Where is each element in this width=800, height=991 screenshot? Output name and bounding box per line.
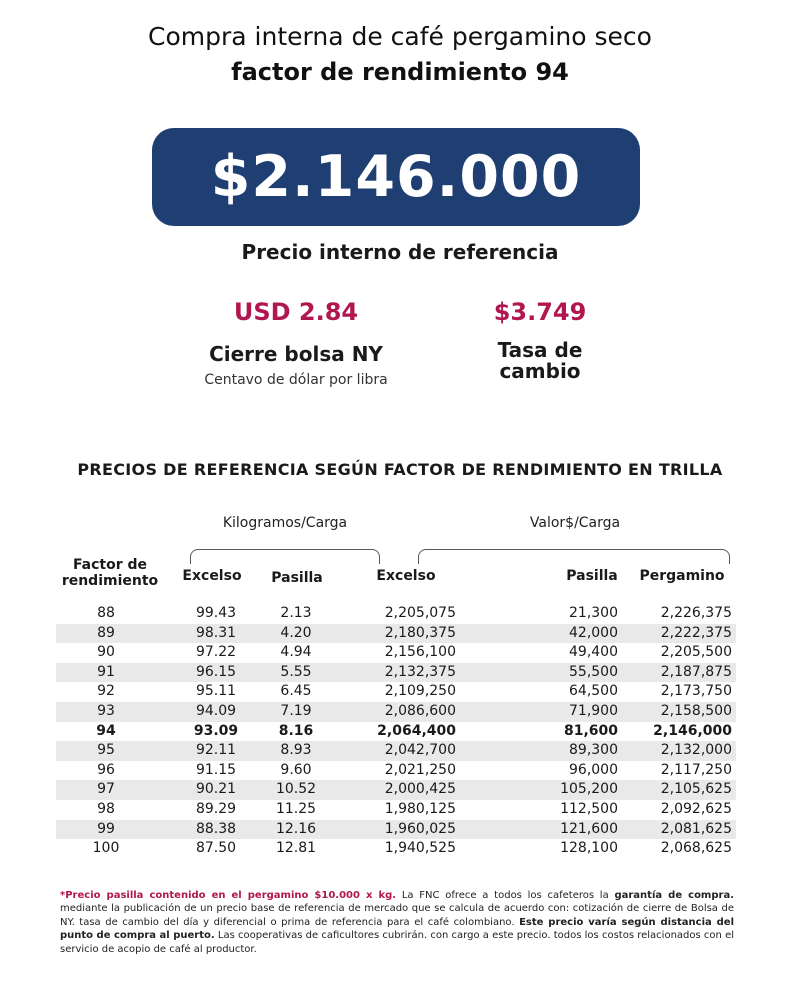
cell-pasilla-valor: 71,900 <box>569 703 618 719</box>
cell-excelso-valor: 1,980,125 <box>384 801 456 817</box>
cell-pasilla-valor: 96,000 <box>569 761 618 778</box>
group-label-kg: Kilogramos/Carga <box>222 515 348 531</box>
table-row <box>56 839 736 859</box>
cell-pergamino: 2,173,750 <box>660 683 732 700</box>
cell-pergamino: 2,105,625 <box>660 781 732 798</box>
cell-excelso-kg: 98.31 <box>195 624 237 641</box>
table-row <box>56 780 736 800</box>
group-bracket-valor <box>418 549 730 564</box>
cell-pergamino: 2,068,625 <box>660 840 732 857</box>
cell-pergamino: 2,117,250 <box>660 761 732 778</box>
group-bracket-kg <box>190 549 380 564</box>
cell-pasilla-kg: 6.45 <box>280 683 312 700</box>
bolsa-sublabel: Centavo de dólar por libra <box>204 372 388 388</box>
cell-excelso-valor: 2,042,700 <box>384 742 456 759</box>
col-header-excelso-kg: Excelso <box>182 568 242 584</box>
cell-excelso-valor: 1,940,525 <box>384 840 456 857</box>
cell-factor: 100 <box>92 840 120 857</box>
exchange-rate-label-line2: cambio <box>499 359 581 383</box>
exchange-rate-label-line1: Tasa de <box>497 338 583 362</box>
reference-price-badge: $2.146.000 <box>152 128 640 226</box>
table-row <box>56 761 736 781</box>
cell-excelso-valor: 2,156,100 <box>384 644 456 661</box>
bolsa-value: USD 2.84 <box>233 298 359 326</box>
table-row <box>56 604 736 624</box>
footnote-distance-note: Este precio varía según distancia del punto de compra al puerto. <box>60 916 734 942</box>
cell-factor: 91 <box>97 663 115 680</box>
cell-excelso-kg: 96.15 <box>195 663 237 680</box>
cell-pasilla-kg: 4.20 <box>280 624 312 641</box>
cell-pasilla-valor: 121,600 <box>560 820 618 837</box>
cell-pasilla-valor: 42,000 <box>569 624 618 641</box>
col-header-pergamino: Pergamino <box>639 568 725 584</box>
cell-excelso-kg: 92.11 <box>195 742 237 759</box>
cell-pasilla-valor: 49,400 <box>569 644 618 661</box>
footnote-pasilla-note: *Precio pasilla contenido en el pergamino $10.000 x kg. <box>60 890 397 901</box>
cell-pasilla-valor: 55,500 <box>569 663 618 680</box>
table-row <box>56 800 736 820</box>
cell-pergamino: 2,092,625 <box>660 801 732 817</box>
footnote-text-2: mediante la publicación de un precio base de referencia de mercado que se calcula de acuerdo con: cotización de cierre de Bolsa de NY. tasa de cambio del día y diferencial o prima de referencia para el café colombiano. <box>60 903 734 928</box>
bolsa-label: Cierre bolsa NY <box>209 342 383 366</box>
col-header-factor <box>56 557 164 589</box>
footnote <box>60 889 734 956</box>
cell-excelso-kg: 93.09 <box>193 722 239 739</box>
cell-excelso-valor: 2,109,250 <box>384 683 456 700</box>
cell-factor: 99 <box>97 820 115 837</box>
cell-pasilla-kg: 4.94 <box>280 644 312 661</box>
cell-pasilla-kg: 8.16 <box>278 722 314 739</box>
col-header-pasilla-valor: Pasilla <box>566 568 618 584</box>
cell-excelso-valor: 1,960,025 <box>384 820 456 837</box>
cell-pasilla-kg: 11.25 <box>275 801 317 817</box>
cell-pasilla-kg: 8.93 <box>280 742 312 759</box>
table-row <box>56 682 736 702</box>
cell-excelso-valor: 2,180,375 <box>384 624 456 641</box>
table-row <box>56 702 736 722</box>
cell-excelso-kg: 87.50 <box>195 840 237 857</box>
cell-excelso-kg: 89.29 <box>195 801 237 817</box>
cell-excelso-valor: 2,132,375 <box>384 663 456 680</box>
table-row <box>56 820 736 840</box>
cell-pergamino: 2,187,875 <box>660 663 732 680</box>
page-subtitle: factor de rendimiento 94 <box>231 58 569 86</box>
cell-excelso-valor: 2,000,425 <box>384 781 456 798</box>
cell-excelso-kg: 97.22 <box>195 644 237 661</box>
cell-pasilla-valor: 105,200 <box>560 781 618 798</box>
exchange-rate-value: $3.749 <box>493 298 587 326</box>
cell-factor: 88 <box>97 605 115 621</box>
cell-pasilla-kg: 5.55 <box>280 663 312 680</box>
table-row <box>56 722 736 742</box>
cell-factor: 94 <box>96 722 116 739</box>
cell-pasilla-kg: 2.13 <box>280 605 312 621</box>
cell-factor: 96 <box>97 761 115 778</box>
cell-pergamino: 2,226,375 <box>660 605 732 621</box>
cell-excelso-valor: 2,205,075 <box>384 605 456 621</box>
cell-pergamino: 2,205,500 <box>660 644 732 661</box>
col-header-factor-line2: rendimiento <box>61 573 159 589</box>
cell-pasilla-valor: 21,300 <box>569 605 618 621</box>
cell-pasilla-kg: 7.19 <box>280 703 312 719</box>
table-row <box>56 643 736 663</box>
footnote-text-3: Las cooperativas de caficultores cubrirán. con cargo a este precio. todos los costos relacionados con el servicio de acopio de café al productor. <box>60 930 734 955</box>
group-label-valor: Valor$/Carga <box>529 515 621 531</box>
cell-factor: 93 <box>97 703 115 719</box>
cell-pasilla-valor: 89,300 <box>569 742 618 759</box>
section-title: PRECIOS DE REFERENCIA SEGÚN FACTOR DE RENDIMIENTO EN TRILLA <box>77 460 723 479</box>
col-header-pasilla-kg: Pasilla <box>271 570 323 586</box>
cell-pergamino: 2,158,500 <box>660 703 732 719</box>
cell-factor: 89 <box>97 624 115 641</box>
table-row <box>56 741 736 761</box>
cell-excelso-kg: 91.15 <box>195 761 237 778</box>
cell-pasilla-kg: 12.81 <box>275 840 317 857</box>
cell-factor: 95 <box>97 742 115 759</box>
cell-excelso-valor: 2,086,600 <box>384 703 456 719</box>
footnote-guarantee: garantía de compra. <box>614 890 734 901</box>
cell-pasilla-kg: 10.52 <box>275 781 317 798</box>
cell-factor: 97 <box>97 781 115 798</box>
cell-pergamino: 2,081,625 <box>660 820 732 837</box>
reference-price-label: Precio interno de referencia <box>241 240 559 264</box>
cell-excelso-valor: 2,021,250 <box>384 761 456 778</box>
exchange-rate-label <box>440 340 640 382</box>
cell-pasilla-kg: 12.16 <box>275 820 317 837</box>
cell-pergamino: 2,132,000 <box>660 742 732 759</box>
cell-factor: 90 <box>97 644 115 661</box>
cell-pasilla-kg: 9.60 <box>280 761 312 778</box>
col-header-excelso-valor: Excelso <box>376 568 436 584</box>
cell-excelso-kg: 90.21 <box>195 781 237 798</box>
cell-excelso-valor: 2,064,400 <box>377 722 456 739</box>
cell-pasilla-valor: 64,500 <box>569 683 618 700</box>
cell-pasilla-valor: 81,600 <box>563 722 618 739</box>
cell-factor: 98 <box>97 801 115 817</box>
col-header-factor-line1: Factor de <box>72 557 148 573</box>
cell-excelso-kg: 95.11 <box>195 683 237 700</box>
page-title: Compra interna de café pergamino seco <box>148 22 652 51</box>
cell-pergamino: 2,222,375 <box>660 624 732 641</box>
cell-excelso-kg: 94.09 <box>195 703 237 719</box>
footnote-text-1: La FNC ofrece a todos los cafeteros la <box>396 890 615 901</box>
cell-excelso-kg: 88.38 <box>195 820 237 837</box>
table-row <box>56 624 736 644</box>
cell-pergamino: 2,146,000 <box>653 722 732 739</box>
cell-pasilla-valor: 128,100 <box>560 840 618 857</box>
table-row <box>56 663 736 683</box>
cell-factor: 92 <box>97 683 115 700</box>
cell-excelso-kg: 99.43 <box>195 605 237 621</box>
cell-pasilla-valor: 112,500 <box>560 801 618 817</box>
